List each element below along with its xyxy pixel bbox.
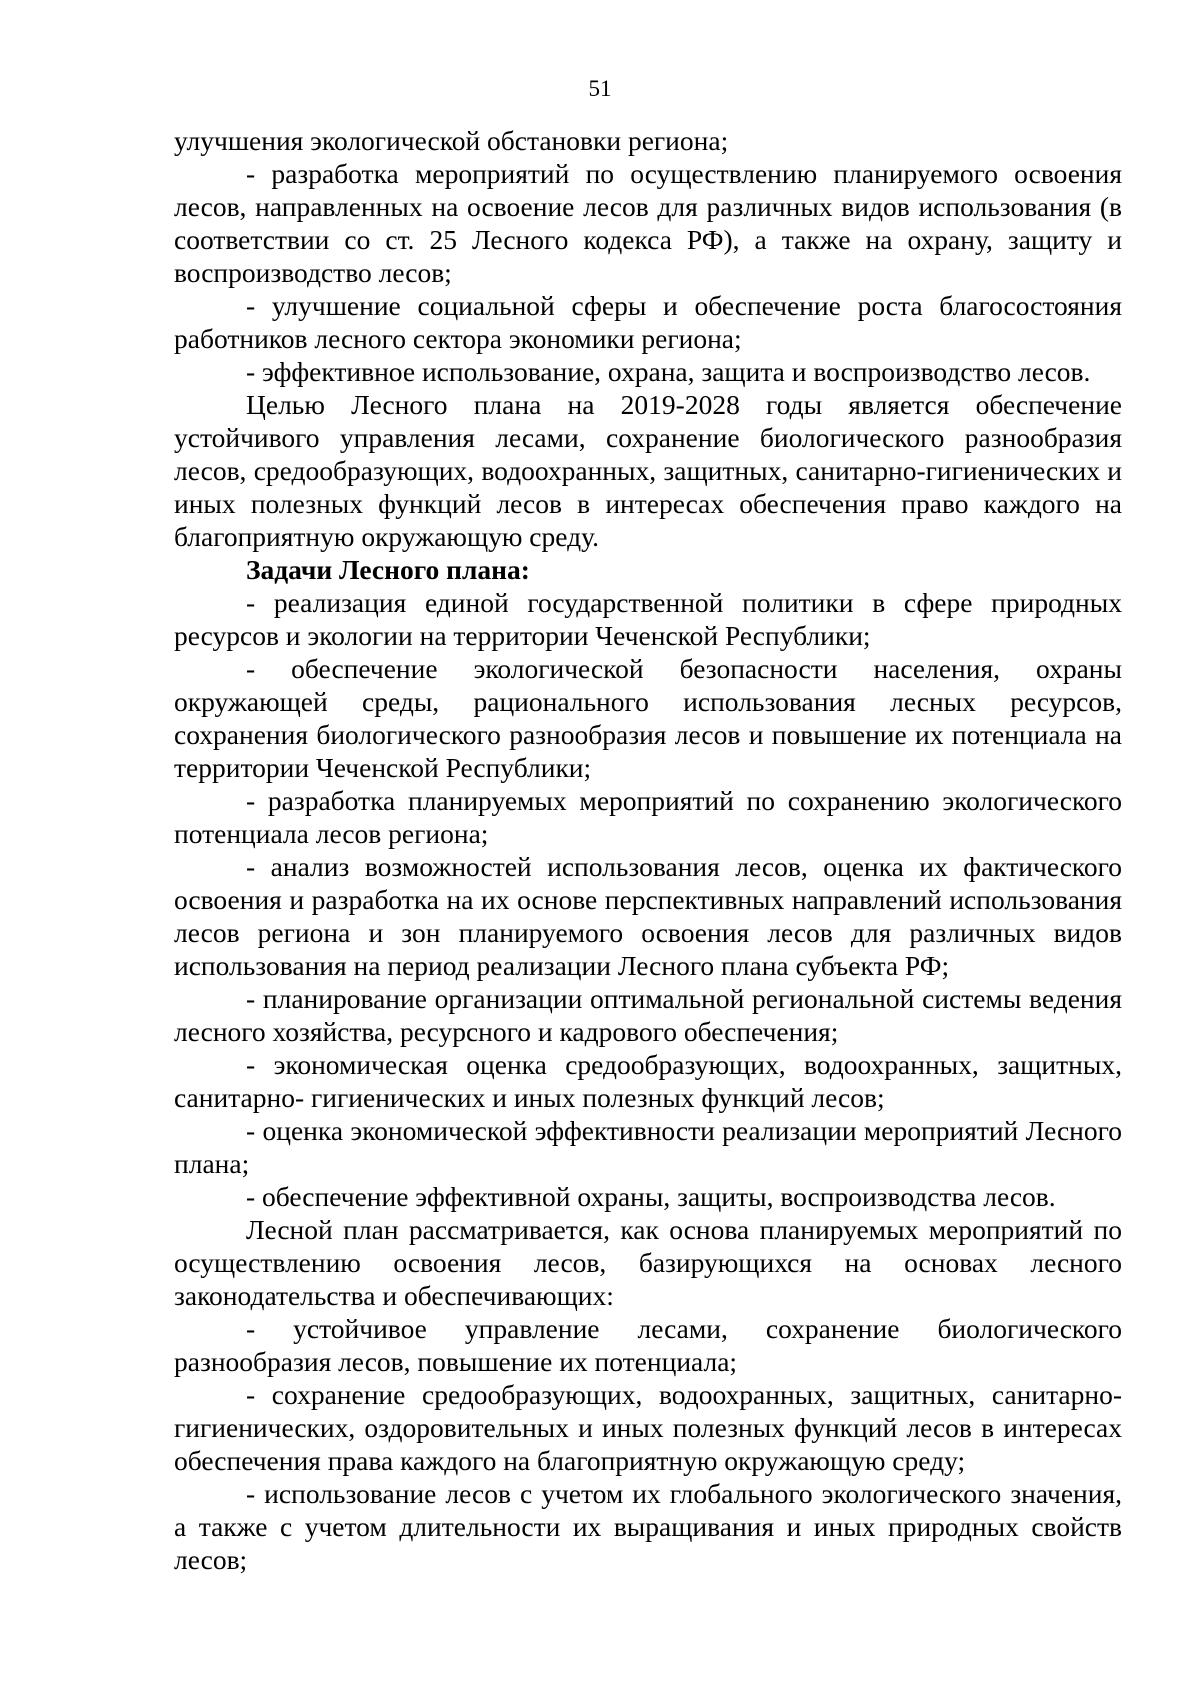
list-item: - обеспечение эффективной охраны, защиты, воспроизводства лесов. (246, 1181, 1056, 1212)
list-item: - экономическая оценка средообразующих, водоохранных, защитных, санитарно- гигиенических и иных полезных функций лесов; (174, 1049, 1122, 1113)
list-item: - обеспечение экологической безопасности населения, охраны окружающей среды, рационального использования лесных ресурсов, сохранения биологического разнообразия лесов и повышение их потенциала на территории Чеченской Республики; (174, 653, 1122, 783)
list-item: - анализ возможностей использования лесов, оценка их фактического освоения и разработка на их основе перспективных направлений использования лесов региона и зон планируемого освоения лесов для различных видов использования на период реализации Лесного плана субъекта РФ; (174, 851, 1122, 981)
list-item: - планирование организации оптимальной региональной системы ведения лесного хозяйства, ресурсного и кадрового обеспечения; (174, 983, 1122, 1047)
section-heading: Задачи Лесного плана: (246, 554, 530, 585)
page-number: 51 (588, 76, 612, 101)
list-item: - улучшение социальной сферы и обеспечение роста благосостояния работников лесного сектора экономики региона; (174, 290, 1122, 354)
list-item: - использование лесов с учетом их глобального экологического значения, а также с учетом длительности их выращивания и иных природных свойств лесов; (174, 1478, 1122, 1575)
list-item: - разработка планируемых мероприятий по сохранению экологического потенциала лесов региона; (174, 785, 1122, 849)
document-body (174, 124, 1122, 1576)
list-item: - оценка экономической эффективности реализации мероприятий Лесного плана; (174, 1115, 1122, 1179)
paragraph-continuation: улучшения экологической обстановки региона; (174, 125, 729, 156)
goal-paragraph: Целью Лесного плана на 2019-2028 годы является обеспечение устойчивого управления лесами, сохранение биологического разнообразия лесов, средообразующих, водоохранных, защитных, санитарно-гигиенических и иных полезных функций лесов в интересах обеспечения право каждого на благоприятную окружающую среду. (174, 389, 1122, 552)
body-paragraph: Лесной план рассматривается, как основа планируемых мероприятий по осуществлению освоения лесов, базирующихся на основах лесного законодательства и обеспечивающих: (174, 1214, 1122, 1311)
list-item: - сохранение средообразующих, водоохранных, защитных, санитарно-гигиенических, оздоровительных и иных полезных функций лесов в интересах обеспечения права каждого на благоприятную окружающую среду; (174, 1379, 1122, 1476)
list-item: - реализация единой государственной политики в сфере природных ресурсов и экологии на территории Чеченской Республики; (174, 587, 1122, 651)
list-item: - эффективное использование, охрана, защита и воспроизводство лесов. (246, 356, 1091, 387)
list-item: - разработка мероприятий по осуществлению планируемого освоения лесов, направленных на освоение лесов для различных видов использования (в соответствии со ст. 25 Лесного кодекса РФ), а также на охрану, защиту и воспроизводство лесов; (174, 158, 1122, 288)
list-item: - устойчивое управление лесами, сохранение биологического разнообразия лесов, повышение их потенциала; (174, 1313, 1122, 1377)
